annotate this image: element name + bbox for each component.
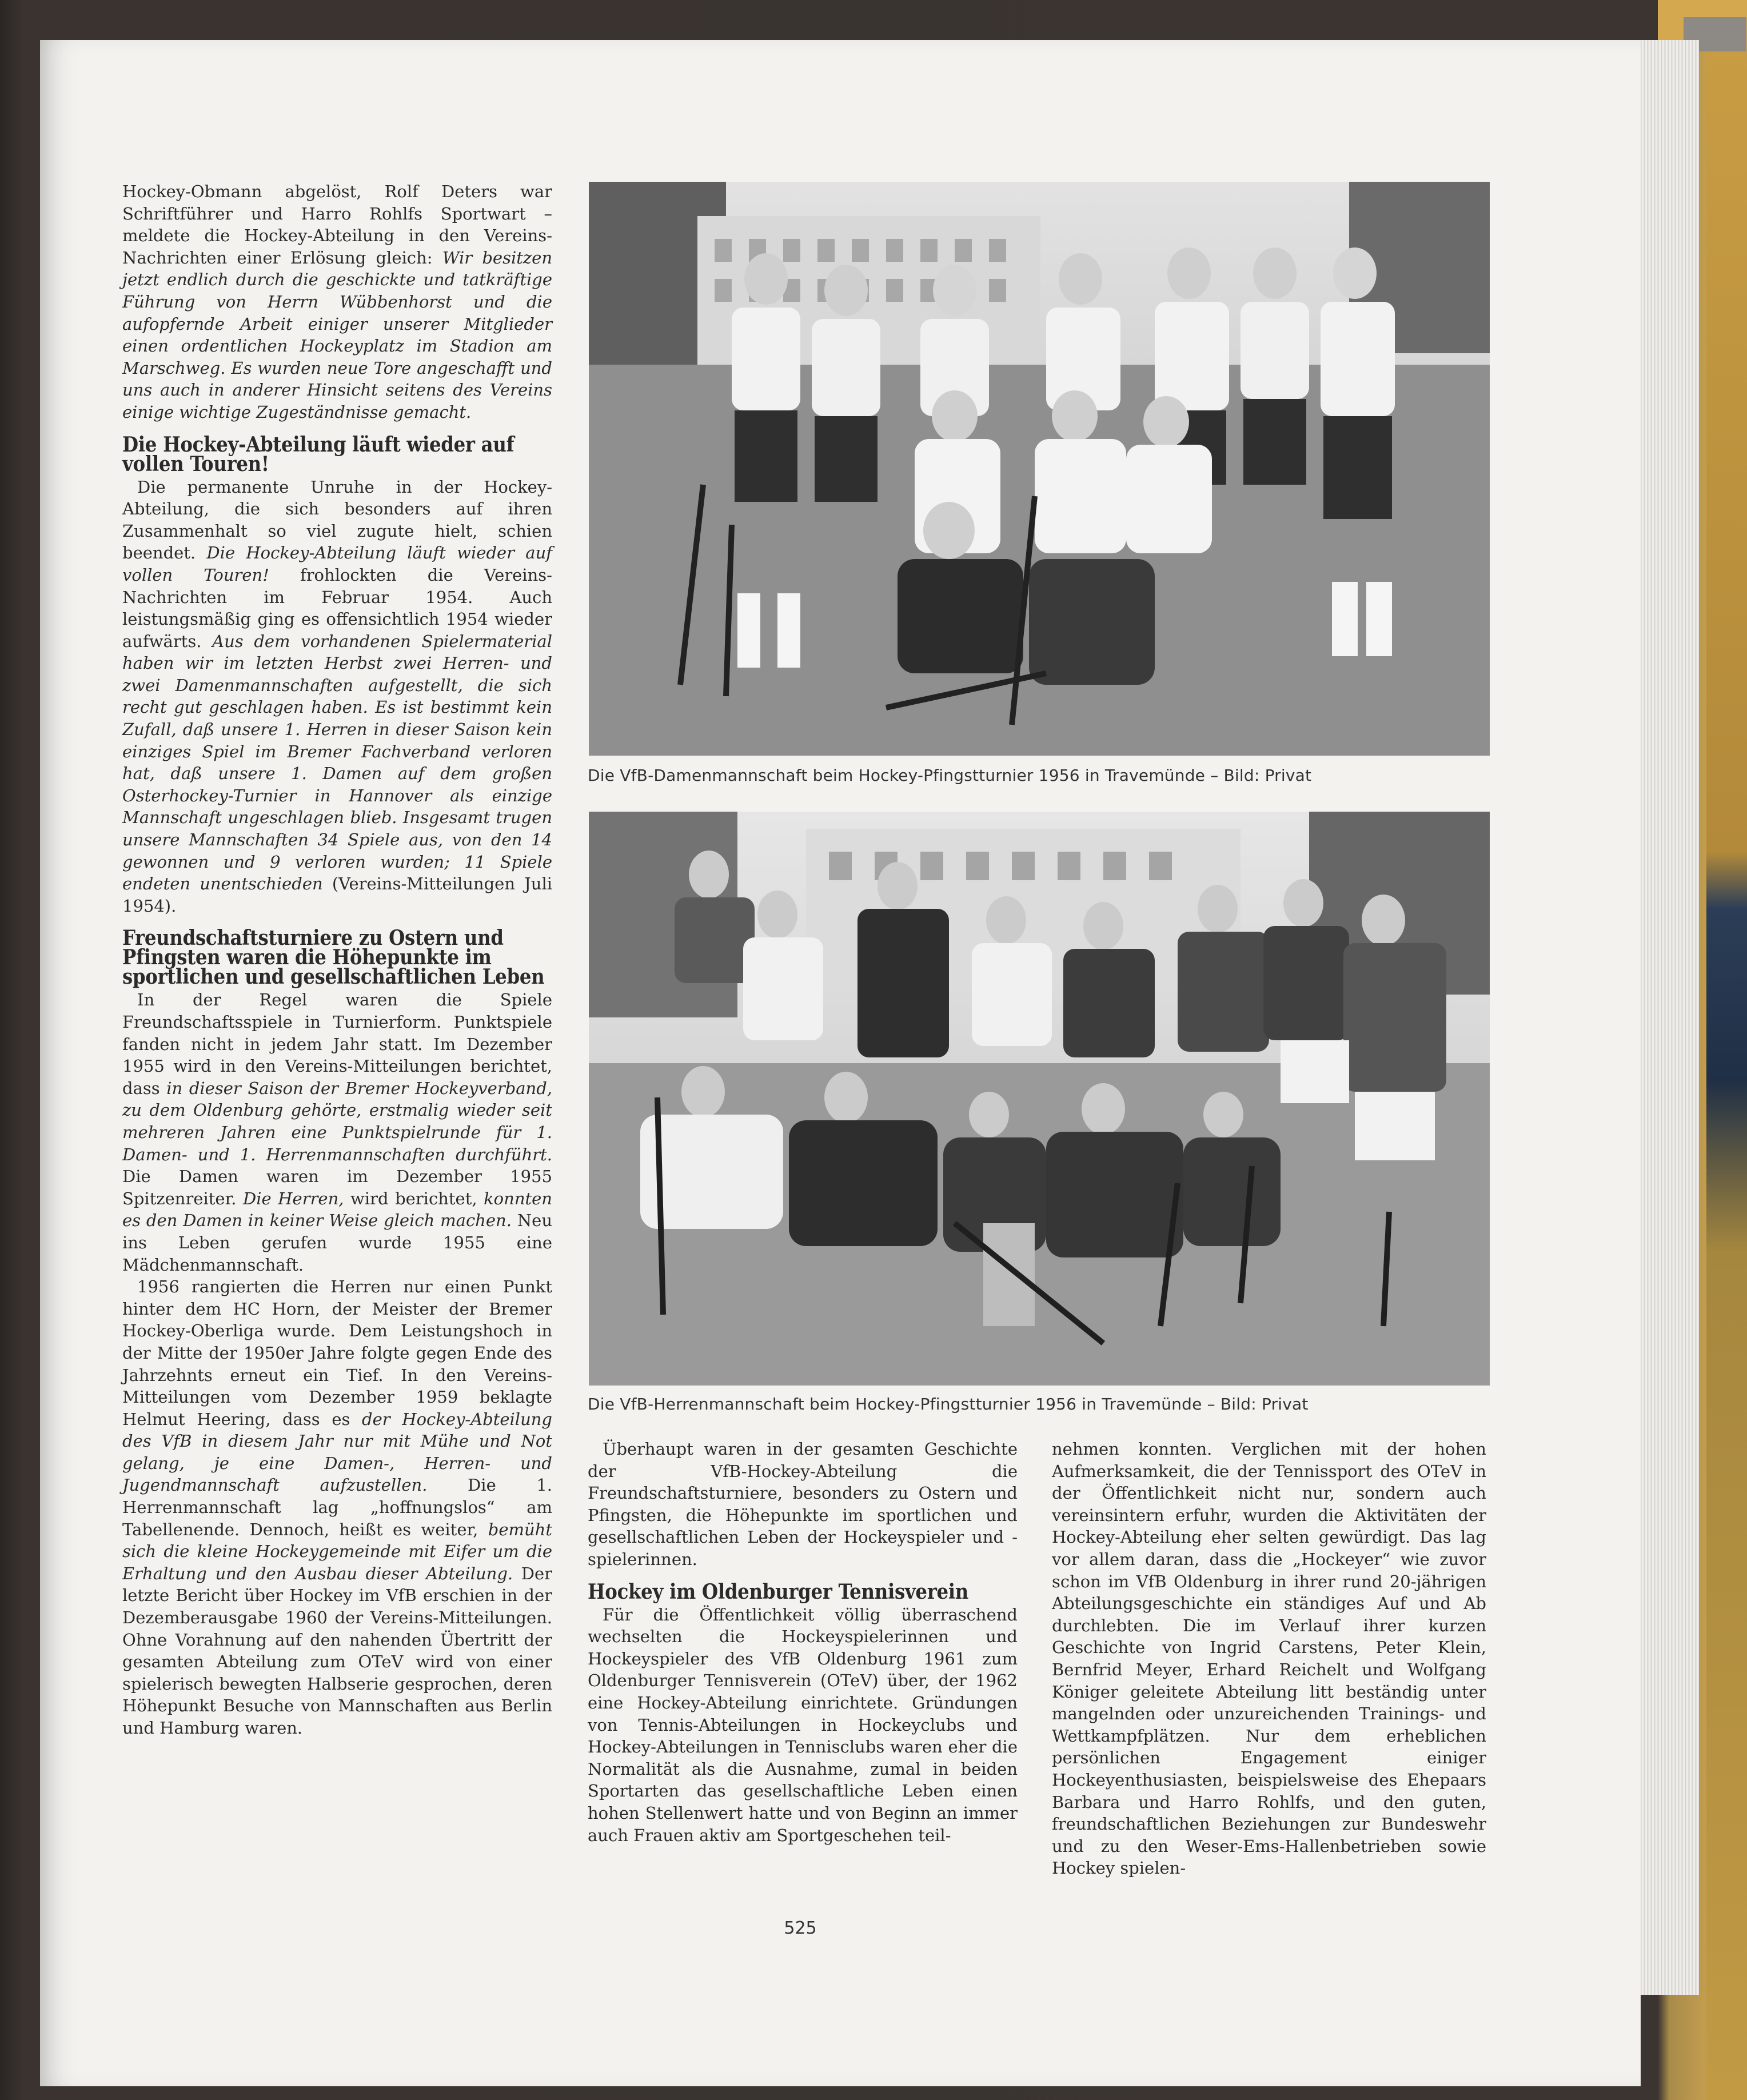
text-run: frohlockten die Vereins-Nachrichten im Februar 1954. Auch leistungsmäßig ging es offensichtlich 1954 wieder aufwärts. <box>122 565 552 651</box>
photo-placeholder-women <box>589 182 1490 756</box>
column-3 <box>1052 1438 1486 1879</box>
text-run: (Vereins-Mitteilungen Juli 1954). <box>122 874 552 916</box>
text-run: Neu ins Leben gerufen wurde 1955 eine Mädchenmannschaft. <box>122 1211 552 1275</box>
quote: konnten es den Damen in keiner Weise gleich machen. <box>122 1188 552 1231</box>
photo-caption: Die VfB-Herrenmannschaft beim Hockey-Pfingstturnier 1956 in Travemünde – Bild: Privat <box>588 1395 1309 1414</box>
womens-team-photo <box>589 182 1490 756</box>
section-heading: Die Hockey-Abteilung läuft wieder auf vollen Touren! <box>122 432 514 476</box>
paragraph <box>122 989 552 1276</box>
quote: bemüht sich die kleine Hockeygemeinde mit Eifer um die Erhaltung und den Ausbau dieser Abteilung. <box>122 1519 552 1583</box>
paragraph <box>122 476 552 917</box>
column-2 <box>588 1438 1018 1846</box>
mens-team-photo <box>589 812 1490 1386</box>
page-number: 525 <box>784 1918 817 1938</box>
photo-placeholder-men <box>589 812 1490 1386</box>
text-run: Die Damen waren im Dezember 1955 Spitzenreiter. <box>122 1167 552 1208</box>
section-heading: Hockey im Oldenburger Tennisverein <box>588 1579 969 1604</box>
quote: Aus dem vorhandenen Spielermaterial haben wir im letzten Herbst zwei Herren- und zwei Damenmannschaften aufgestellt, die sich recht gut geschlagen haben. Es ist bestimmt kein Zufall, daß unsere 1. Herren in dieser Saison kein einziges Spiel im Bremer Fachverband verloren hat, daß unsere 1. Damen auf dem großen Osterhockey-Turnier in Hannover als einzige Mannschaft ungeschlagen blieb. Insgesamt trugen unsere Mannschaften 34 Spiele aus, von den 14 gewonnen und 9 verloren wurden; 11 Spiele endeten unentschieden <box>122 631 552 894</box>
photo-caption: Die VfB-Damenmannschaft beim Hockey-Pfingstturnier 1956 in Travemünde – Bild: Privat <box>588 766 1312 785</box>
text-run: Hockey-Obmann abgelöst, Rolf Deters war Schriftführer und Harro Rohlfs Sportwart – meldete die Hockey-Abteilung in den Vereins-Nachrichten einer Erlösung gleich: <box>122 182 552 268</box>
quote: Die Herren, <box>243 1188 344 1208</box>
text-run: 1956 rangierten die Herren nur einen Punkt hinter dem HC Horn, der Meister der Bremer Hockey-Oberliga wurde. Dem Leistungshoch in der Mitte der 1950er Jahre folgte gegen Ende des Jahrzehnts erneut ein Tief. In den Vereins-Mitteilungen vom Dezember 1959 beklagte Helmut Heering, dass es <box>122 1277 552 1429</box>
text-run: Die permanente Unruhe in der Hockey-Abteilung, die sich besonders auf ihren Zusammenhalt so viel zugute hielt, schien beendet. <box>122 477 552 563</box>
book-cover-edge <box>1706 51 1747 2100</box>
text-run: Der letzte Bericht über Hockey im VfB erschien in der Dezemberausgabe 1960 der Vereins-Mitteilungen. Ohne Vorahnung auf den nahenden Übertritt der gesamten Abteilung zum OTeV wird von einer spielerisch bewegten Halbserie gesprochen, deren Höhepunkt Besuche von Mannschaften aus Berlin und Hamburg waren. <box>122 1563 552 1738</box>
paragraph <box>122 1276 552 1739</box>
text-run: wird berichtet, <box>344 1188 484 1208</box>
paragraph: Für die Öffentlichkeit völlig überraschend wechselten die Hockeyspielerinnen und Hockeyspieler des VfB Oldenburg 1961 zum Oldenburger Tennisverein (OTeV) über, der 1962 eine Hockey-Abteilung einrichtete. Gründungen von Tennis-Abteilungen in Hockeyclubs und Hockey-Abteilungen in Tennisclubs waren eher die Normalität als die Ausnahme, zumal in beiden Sportarten das gesellschaftliche Leben einen hohen Stellenwert hatte und von Beginn an immer auch Frauen aktiv am Sportgeschehen teil- <box>588 1604 1018 1845</box>
text-run: In der Regel waren die Spiele Freundschaftsspiele in Turnierform. Punktspiele fanden nicht in jedem Jahr statt. Im Dezember 1955 wird in den Vereins-Mitteilungen berichtet, dass <box>122 990 552 1098</box>
paragraph: nehmen konnten. Verglichen mit der hohen Aufmerksamkeit, die der Tennissport des OTeV in der Öffentlichkeit nicht nur, sondern auch vereinsintern erfuhr, wurden die Aktivitäten der Hockey-Abteilung eher selten gewürdigt. Das lag vor allem daran, dass die „Hockeyer“ wie zuvor schon im VfB Oldenburg in ihrer rund 20-jährigen Abteilungsgeschichte ein ständiges Auf und Ab durchlebten. Die im Verlauf ihrer kurzen Geschichte von Ingrid Carstens, Peter Klein, Bernfrid Meyer, Erhard Reichelt und Wolfgang Königer geleitete Abteilung litt beständig unter mangelnden oder unzureichenden Trainings- und Wettkampfplätzen. Nur dem erheblichen persönlichen Engagement einiger Hockeyenthusiasten, beispielsweise des Ehepaars Barbara und Harro Rohlfs, und den guten, freundschaftlichen Beziehungen zur Bundeswehr und zu den Weser-Ems-Hallenbetrieben sowie Hockey spielen- <box>1052 1439 1486 1878</box>
paragraph: Überhaupt waren in der gesamten Geschichte der VfB-Hockey-Abteilung die Freundschaftsturniere, besonders zu Ostern und Pfingsten, die Höhepunkte im sportlichen und gesellschaftlichen Leben der Hockeyspieler und -spielerinnen. <box>588 1439 1018 1569</box>
quote: Die Hockey-Abteilung läuft wieder auf vollen Touren! <box>122 543 552 585</box>
text-run: Die 1. Herrenmannschaft lag „hoffnungslos“ am Tabellenende. Dennoch, heißt es weiter, <box>122 1475 552 1539</box>
quote: Wir besitzen jetzt endlich durch die geschickte und tatkräftige Führung von Herrn Wübbenhorst und die aufopfernde Arbeit einiger unserer Mitglieder einen ordentlichen Hockeyplatz im Stadion am Marschweg. Es wurden neue Tore angeschafft und uns auch in anderer Hinsicht seitens des Vereins einige wichtige Zugeständnisse gemacht. <box>122 247 552 422</box>
quote: der Hockey-Abteilung des VfB in diesem Jahr nur mit Mühe und Not gelang, je eine Damen-, Herren- und Jugendmannschaft aufzustellen. <box>122 1409 552 1495</box>
section-heading: Freundschaftsturniere zu Ostern und Pfingsten waren die Höhepunkte im sportlichen und gesellschaftlichen Leben <box>122 926 545 989</box>
column-1 <box>122 181 552 1739</box>
quote: in dieser Saison der Bremer Hockeyverband, zu dem Oldenburg gehörte, erstmalig wieder seit mehreren Jahren eine Punktspielrunde für 1. Damen- und 1. Herrenmannschaften durchführt. <box>122 1078 552 1164</box>
paragraph <box>122 181 552 424</box>
